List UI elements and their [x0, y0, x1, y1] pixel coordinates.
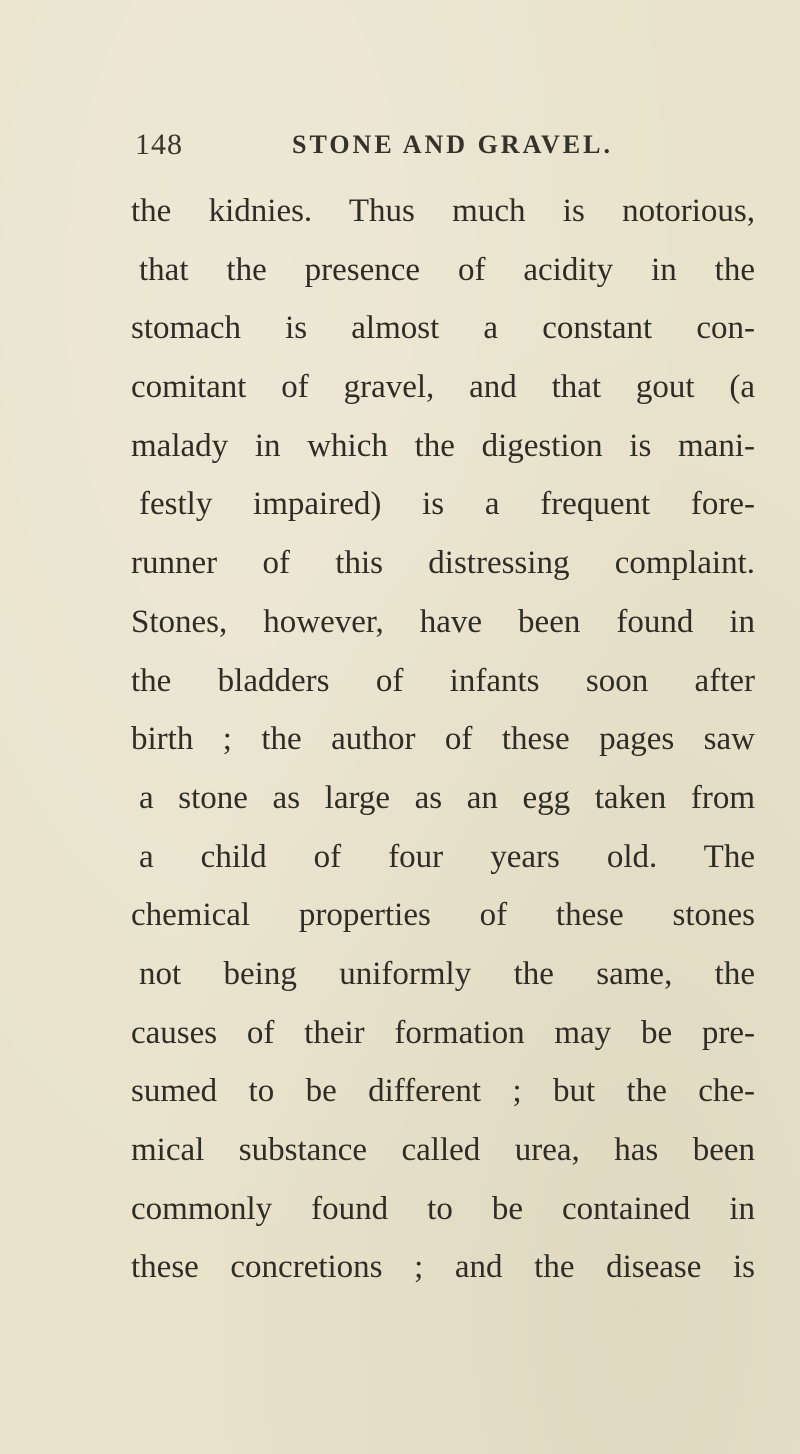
text-line: the bladders of infants soon after: [131, 662, 755, 699]
text-line: causes of their formation may be pre-: [131, 1014, 755, 1051]
body-text: [131, 182, 755, 1297]
page-number: 148: [135, 128, 183, 161]
running-head: STONE AND GRAVEL.: [292, 130, 613, 159]
text-line: malady in which the digestion is mani-: [131, 427, 755, 464]
text-line: these concretions ; and the disease is: [131, 1249, 755, 1286]
text-line: sumed to be different ; but the che-: [131, 1073, 755, 1110]
text-line: a child of four years old. The: [139, 838, 755, 875]
text-line: festly impaired) is a frequent fore-: [139, 486, 755, 523]
text-line: that the presence of acidity in the: [139, 251, 755, 288]
text-line: not being uniformly the same, the: [139, 955, 755, 992]
text-line: chemical properties of these stones: [131, 897, 755, 934]
text-line: the kidnies. Thus much is notorious,: [131, 193, 755, 229]
text-line: stomach is almost a constant con-: [131, 310, 755, 347]
text-line: comitant of gravel, and that gout (a: [131, 369, 755, 406]
text-line: birth ; the author of these pages saw: [131, 721, 755, 758]
text-line: commonly found to be contained in: [131, 1190, 755, 1227]
text-line: mical substance called urea, has been: [131, 1132, 755, 1168]
text-line: runner of this distressing complaint.: [131, 545, 755, 582]
text-line: Stones, however, have been found in: [131, 603, 755, 640]
text-line: a stone as large as an egg taken from: [139, 779, 755, 816]
page-header: [135, 128, 755, 172]
